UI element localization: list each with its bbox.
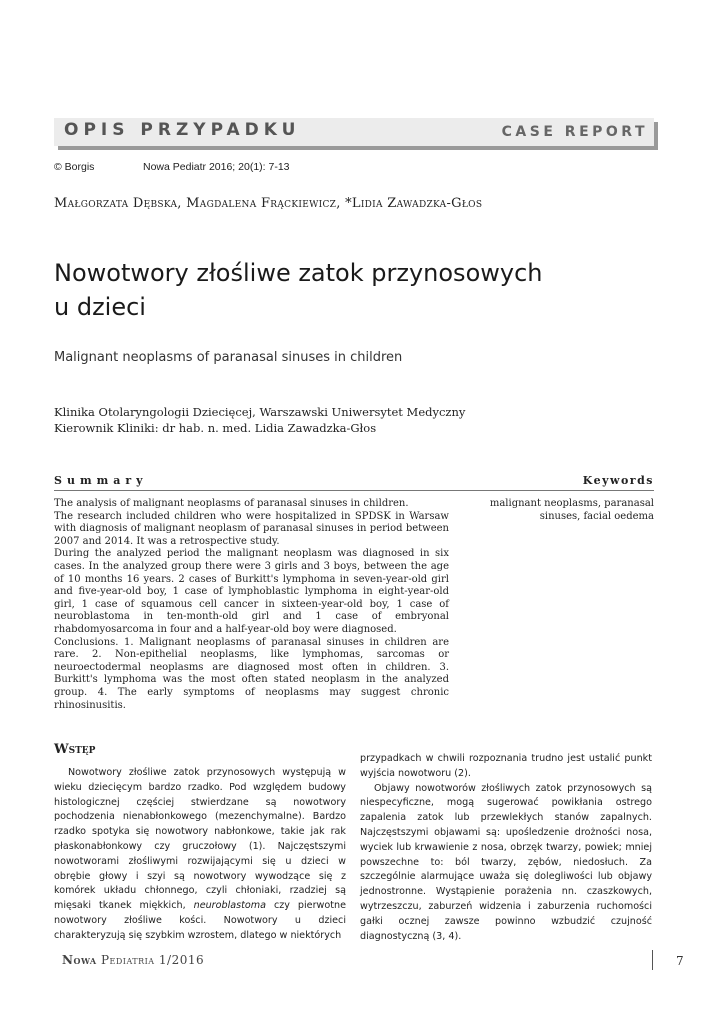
body-paragraph: Objawy nowotworów złośliwych zatok przynosowych są niespecyficzne, mogą sugerować powikłania ostrego zapalenia zatok lub przewlekłych stanów zapalnych. Najczęstszymi objawami są: upośledzenie drożności nosa, wyciek lub krwawienie z nosa, obrzęk twarzy, powiek; mniej powszechne to: ból twarzy, zębów, niedosłuch. Za szczególnie alarmujące uważa się dolegliwości lub objawy jednostronne. Wystąpienie porażenia nn. czaszkowych, wytrzeszczu, zaburzeń widzenia i zaburzenia ruchomości gałki ocznej zawsze powinno wzbudzić czujność diagnostyczną (3, 4).	[360, 782, 652, 942]
summary-paragraph: Conclusions. 1. Malignant neoplasms of paranasal sinuses in children are rare. 2. Non-epithelial neoplasms, like lymphomas, sarcomas or neuroectodermal neoplasms are diagnosed most often in children. 3. Burkitt's lymphoma was the most often stated neoplasm in the analyzed group. 4. The early symptoms of neoplasms may suggest chronic rhinosinusitis.	[54, 636, 449, 711]
citation: Nowa Pediatr 2016; 20(1): 7-13	[143, 161, 290, 173]
article-title-line2: u dzieci	[54, 293, 146, 321]
column-right	[360, 752, 652, 944]
article-title	[54, 256, 654, 324]
divider	[54, 490, 654, 491]
affiliation-line1: Klinika Otolaryngologii Dziecięcej, Warszawski Uniwersytet Medyczny	[54, 405, 466, 419]
column-left	[54, 766, 346, 944]
section-heading-intro: Wstęp	[54, 742, 96, 757]
footer-divider	[652, 950, 653, 970]
body-text: Nowotwory złośliwe zatok przynosowych występują w wieku dziecięcym bardzo rzadko. Pod względem budowy histologicznej częściej stwierdzane są nowotwory pochodzenia nienabłonkowego (mezenchymalne). Bardzo rzadko spotyka się nowotwory nabłonkowe, takie jak rak płaskonabłonkowy czy gruczołowy (1). Najczęstszymi nowotworami złośliwymi rozwijającymi się u dzieci w obrębie głowy i szyi są nowotwory wywodzące się z komórek układu chłonnego, czyli chłoniaki, rzadziej są mięsaki tkanek miękkich,	[54, 767, 346, 912]
body-text: czy pierwotne nowotwory złośliwe kości. Nowotwory u dzieci charakteryzują się szybkim wzrostem, dlatego w niektórych	[54, 900, 346, 941]
summary-body	[54, 498, 449, 712]
footer-issue: 1/2016	[158, 953, 205, 967]
section-label-en: CASE REPORT	[501, 124, 648, 140]
article-subtitle: Malignant neoplasms of paranasal sinuses in children	[54, 350, 403, 365]
affiliation	[54, 404, 465, 436]
article-title-line1: Nowotwory złośliwe zatok przynosowych	[54, 259, 543, 287]
keywords-heading: Keywords	[582, 474, 654, 487]
page-number: 7	[676, 954, 684, 968]
footer-journal-word1: Nowa	[62, 953, 97, 967]
body-text-italic: neuroblastoma	[193, 900, 266, 912]
section-label-pl: OPIS PRZYPADKU	[64, 120, 301, 140]
summary-paragraph: During the analyzed period the malignant neoplasm was diagnosed in six cases. In the analyzed group there were 3 girls and 3 boys, between the age of 10 months 16 years. 2 cases of Burkitt's lymphoma in seven-year-old girl and five-year-old boy, 1 case of lymphoblastic lymphoma in eight-year-old girl, 1 case of squamous cell cancer in sixteen-year-old boy, 1 case of neuroblastoma in ten-month-old girl and 1 case of embryonal rhabdomyosarcoma in four and a half-year-old boy were diagnosed.	[54, 548, 449, 635]
footer-journal	[62, 953, 204, 967]
body-paragraph	[54, 766, 346, 944]
summary-heading: Summary	[54, 474, 148, 487]
body-paragraph: przypadkach w chwili rozpoznania trudno jest ustalić punkt wyjścia nowotworu (2).	[360, 753, 652, 779]
authors: Małgorzata Dębska, Magdalena Frąckiewicz, *Lidia Zawadzka-Głos	[54, 196, 483, 211]
footer-journal-word2: Pediatria	[100, 953, 155, 967]
publisher-label: © Borgis	[54, 161, 95, 173]
summary-paragraph: The research included children who were hospitalized in SPDSK in Warsaw with diagnosis of malignant neoplasm of paranasal sinuses in period between 2007 and 2014. It was a retrospective study.	[54, 510, 449, 547]
keywords-list: malignant neoplasms, paranasal sinuses, facial oedema	[489, 498, 654, 522]
affiliation-line2: Kierownik Kliniki: dr hab. n. med. Lidia Zawadzka-Głos	[54, 421, 377, 435]
summary-paragraph: The analysis of malignant neoplasms of paranasal sinuses in children.	[54, 498, 409, 509]
